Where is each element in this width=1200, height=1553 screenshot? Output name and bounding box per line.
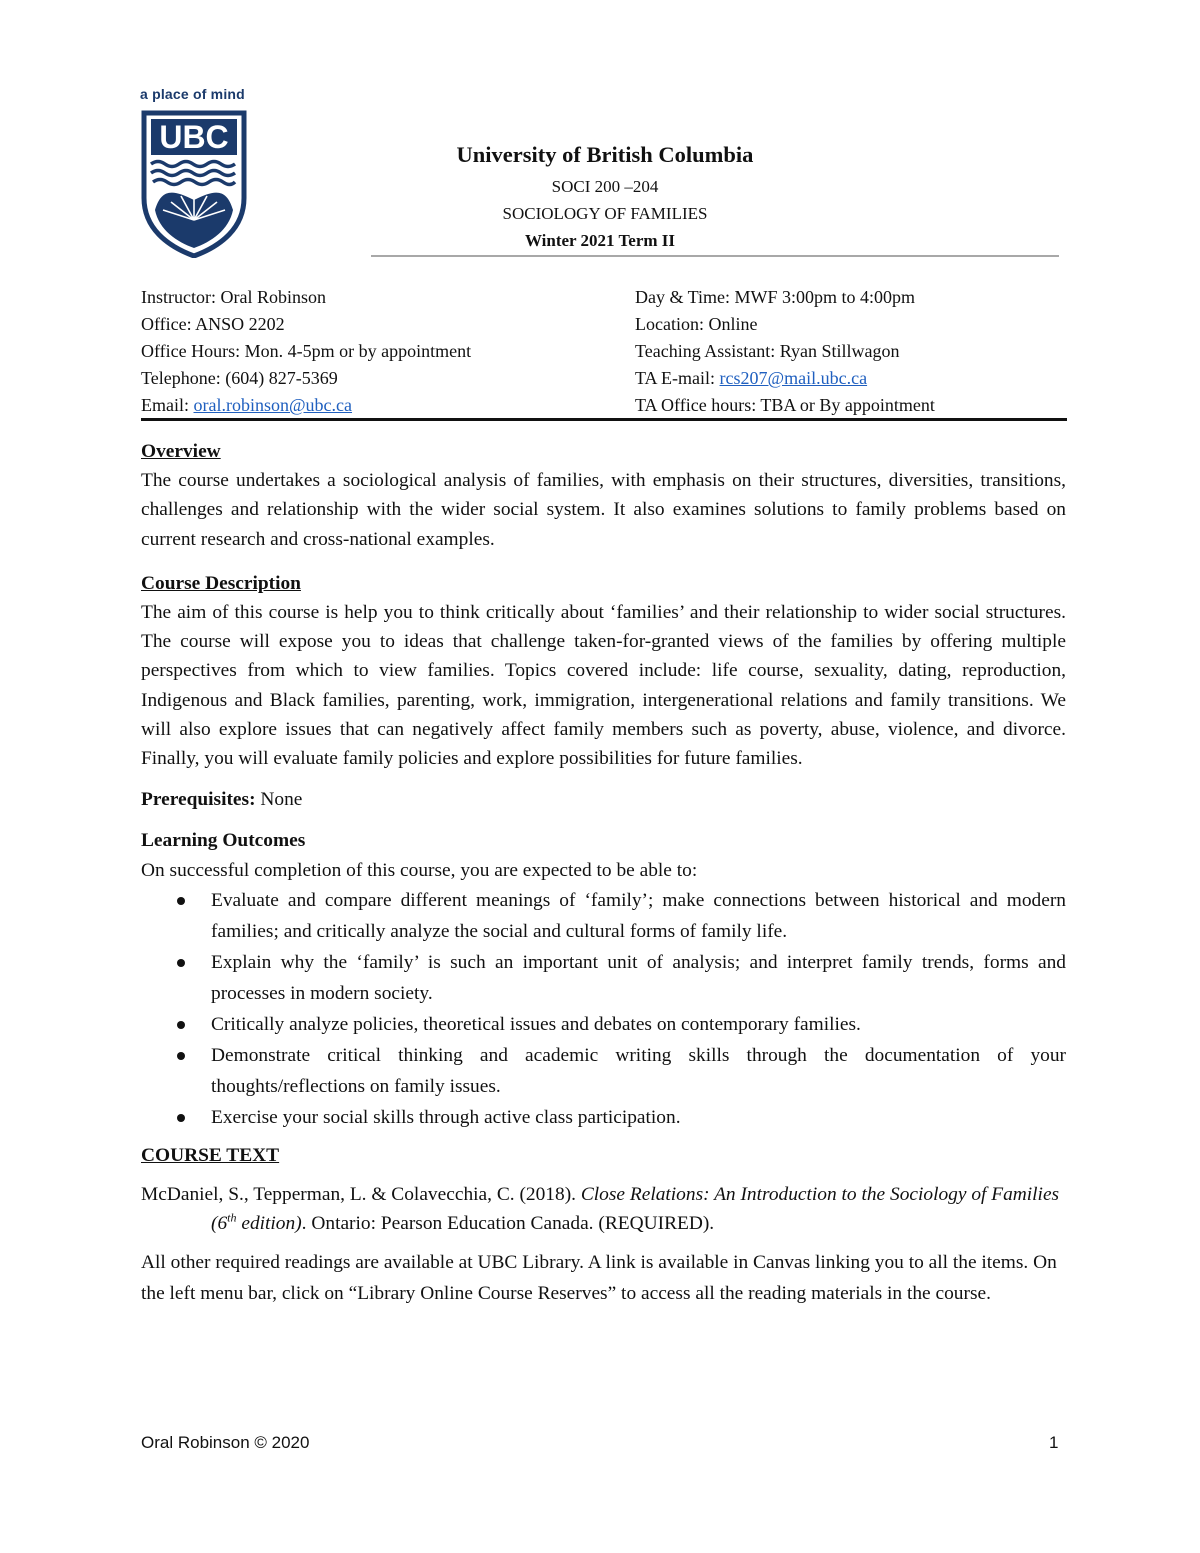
- office-hours: Office Hours: Mon. 4-5pm or by appointment: [141, 341, 472, 361]
- page-number: 1: [1049, 1433, 1059, 1452]
- description-heading: Course Description: [141, 572, 301, 594]
- description-text: The aim of this course is help you to think critically about ‘families’ and their relationship to wider social structures. The course will expose you to ideas that challenge taken-for-granted views of the families by offering multiple perspectives from which to view families. Topics covered include: life course, sexuality, dating, reproduction, Indigenous and Black families, parenting, work, immigration, intergenerational relations and family transitions. We will also explore issues that can negatively affect family members such as poverty, abuse, violence, and divorce. Finally, you will evaluate family policies and explore possibilities for future families.: [141, 602, 1066, 770]
- prerequisites-label: Prerequisites:: [141, 789, 256, 811]
- instructor-info: [141, 284, 471, 419]
- outcomes-list: [141, 885, 1066, 1133]
- prerequisites-value: None: [255, 789, 303, 811]
- telephone: Telephone: (604) 827-5369: [141, 368, 338, 388]
- logo-tagline: a place of mind: [140, 86, 245, 102]
- outcomes-intro: On successful completion of this course, you are expected to be able to:: [141, 859, 698, 881]
- email-link[interactable]: oral.robinson@ubc.ca: [193, 395, 353, 415]
- list-item: Critically analyze policies, theoretical issues and debates on contemporary families.: [141, 1009, 1066, 1040]
- course-code: SOCI 200 –204: [551, 177, 659, 196]
- email-label: Email:: [141, 395, 194, 415]
- list-item: Evaluate and compare different meanings of ‘family’; make connections between historical and modern families; and critically analyze the social and cultural forms of family life.: [141, 885, 1066, 947]
- email-row: [141, 392, 471, 419]
- footer-copyright: Oral Robinson © 2020: [141, 1433, 310, 1452]
- ta-office-hours: TA Office hours: TBA or By appointment: [635, 395, 935, 415]
- university-name: University of British Columbia: [456, 142, 754, 167]
- list-item: Demonstrate critical thinking and academic writing skills through the documentation of your thoughts/reflections on family issues.: [141, 1040, 1066, 1102]
- logo-wordmark: UBC: [159, 119, 229, 155]
- readings-note: All other required readings are available at UBC Library. A link is available in Canvas linking you to all the items. On the left menu bar, click on “Library Online Course Reserves” to access all the reading materials in the course.: [141, 1252, 1057, 1304]
- outcomes-heading: Learning Outcomes: [141, 830, 306, 852]
- office: Office: ANSO 2202: [141, 314, 285, 334]
- schedule-info: [635, 284, 935, 419]
- ref-authors: McDaniel, S., Tepperman, L. & Colavecchia, C. (2018).: [141, 1184, 581, 1206]
- course-title: SOCIOLOGY OF FAMILIES: [502, 204, 708, 223]
- header-divider: [371, 255, 1059, 257]
- syllabus-body: [141, 437, 1066, 1309]
- ref-edition-sup: th: [227, 1210, 237, 1225]
- ref-publisher: . Ontario: Pearson Education Canada. (REQUIRED).: [301, 1213, 715, 1235]
- teaching-assistant: Teaching Assistant: Ryan Stillwagon: [635, 341, 900, 361]
- info-divider: [141, 418, 1067, 421]
- list-item: Exercise your social skills through active class participation.: [141, 1102, 1066, 1133]
- ref-title: Close Relations: An Introduction to the Sociology of Families (6th edition): [211, 1184, 1060, 1235]
- overview-text: The course undertakes a sociological analysis of families, with emphasis on their structures, diversities, transitions, challenges and relationship with the wider social system. It also examines solutions to family problems based on current research and cross-national examples.: [141, 470, 1066, 550]
- instructor: Instructor: Oral Robinson: [141, 287, 326, 307]
- location: Location: Online: [635, 314, 758, 334]
- overview-heading: Overview: [141, 441, 221, 462]
- list-item: Explain why the ‘family’ is such an important unit of analysis; and interpret family trends, forms and processes in modern society.: [141, 947, 1066, 1009]
- course-text-heading: COURSE TEXT: [141, 1144, 280, 1166]
- day-time: Day & Time: MWF 3:00pm to 4:00pm: [635, 287, 916, 307]
- ta-email-label: TA E-mail:: [635, 368, 720, 388]
- textbook-reference: [141, 1180, 1066, 1238]
- ta-email-row: [635, 365, 935, 392]
- course-term: Winter 2021 Term II: [524, 231, 676, 250]
- ta-email-link[interactable]: rcs207@mail.ubc.ca: [719, 368, 868, 388]
- prerequisites: [141, 785, 1066, 814]
